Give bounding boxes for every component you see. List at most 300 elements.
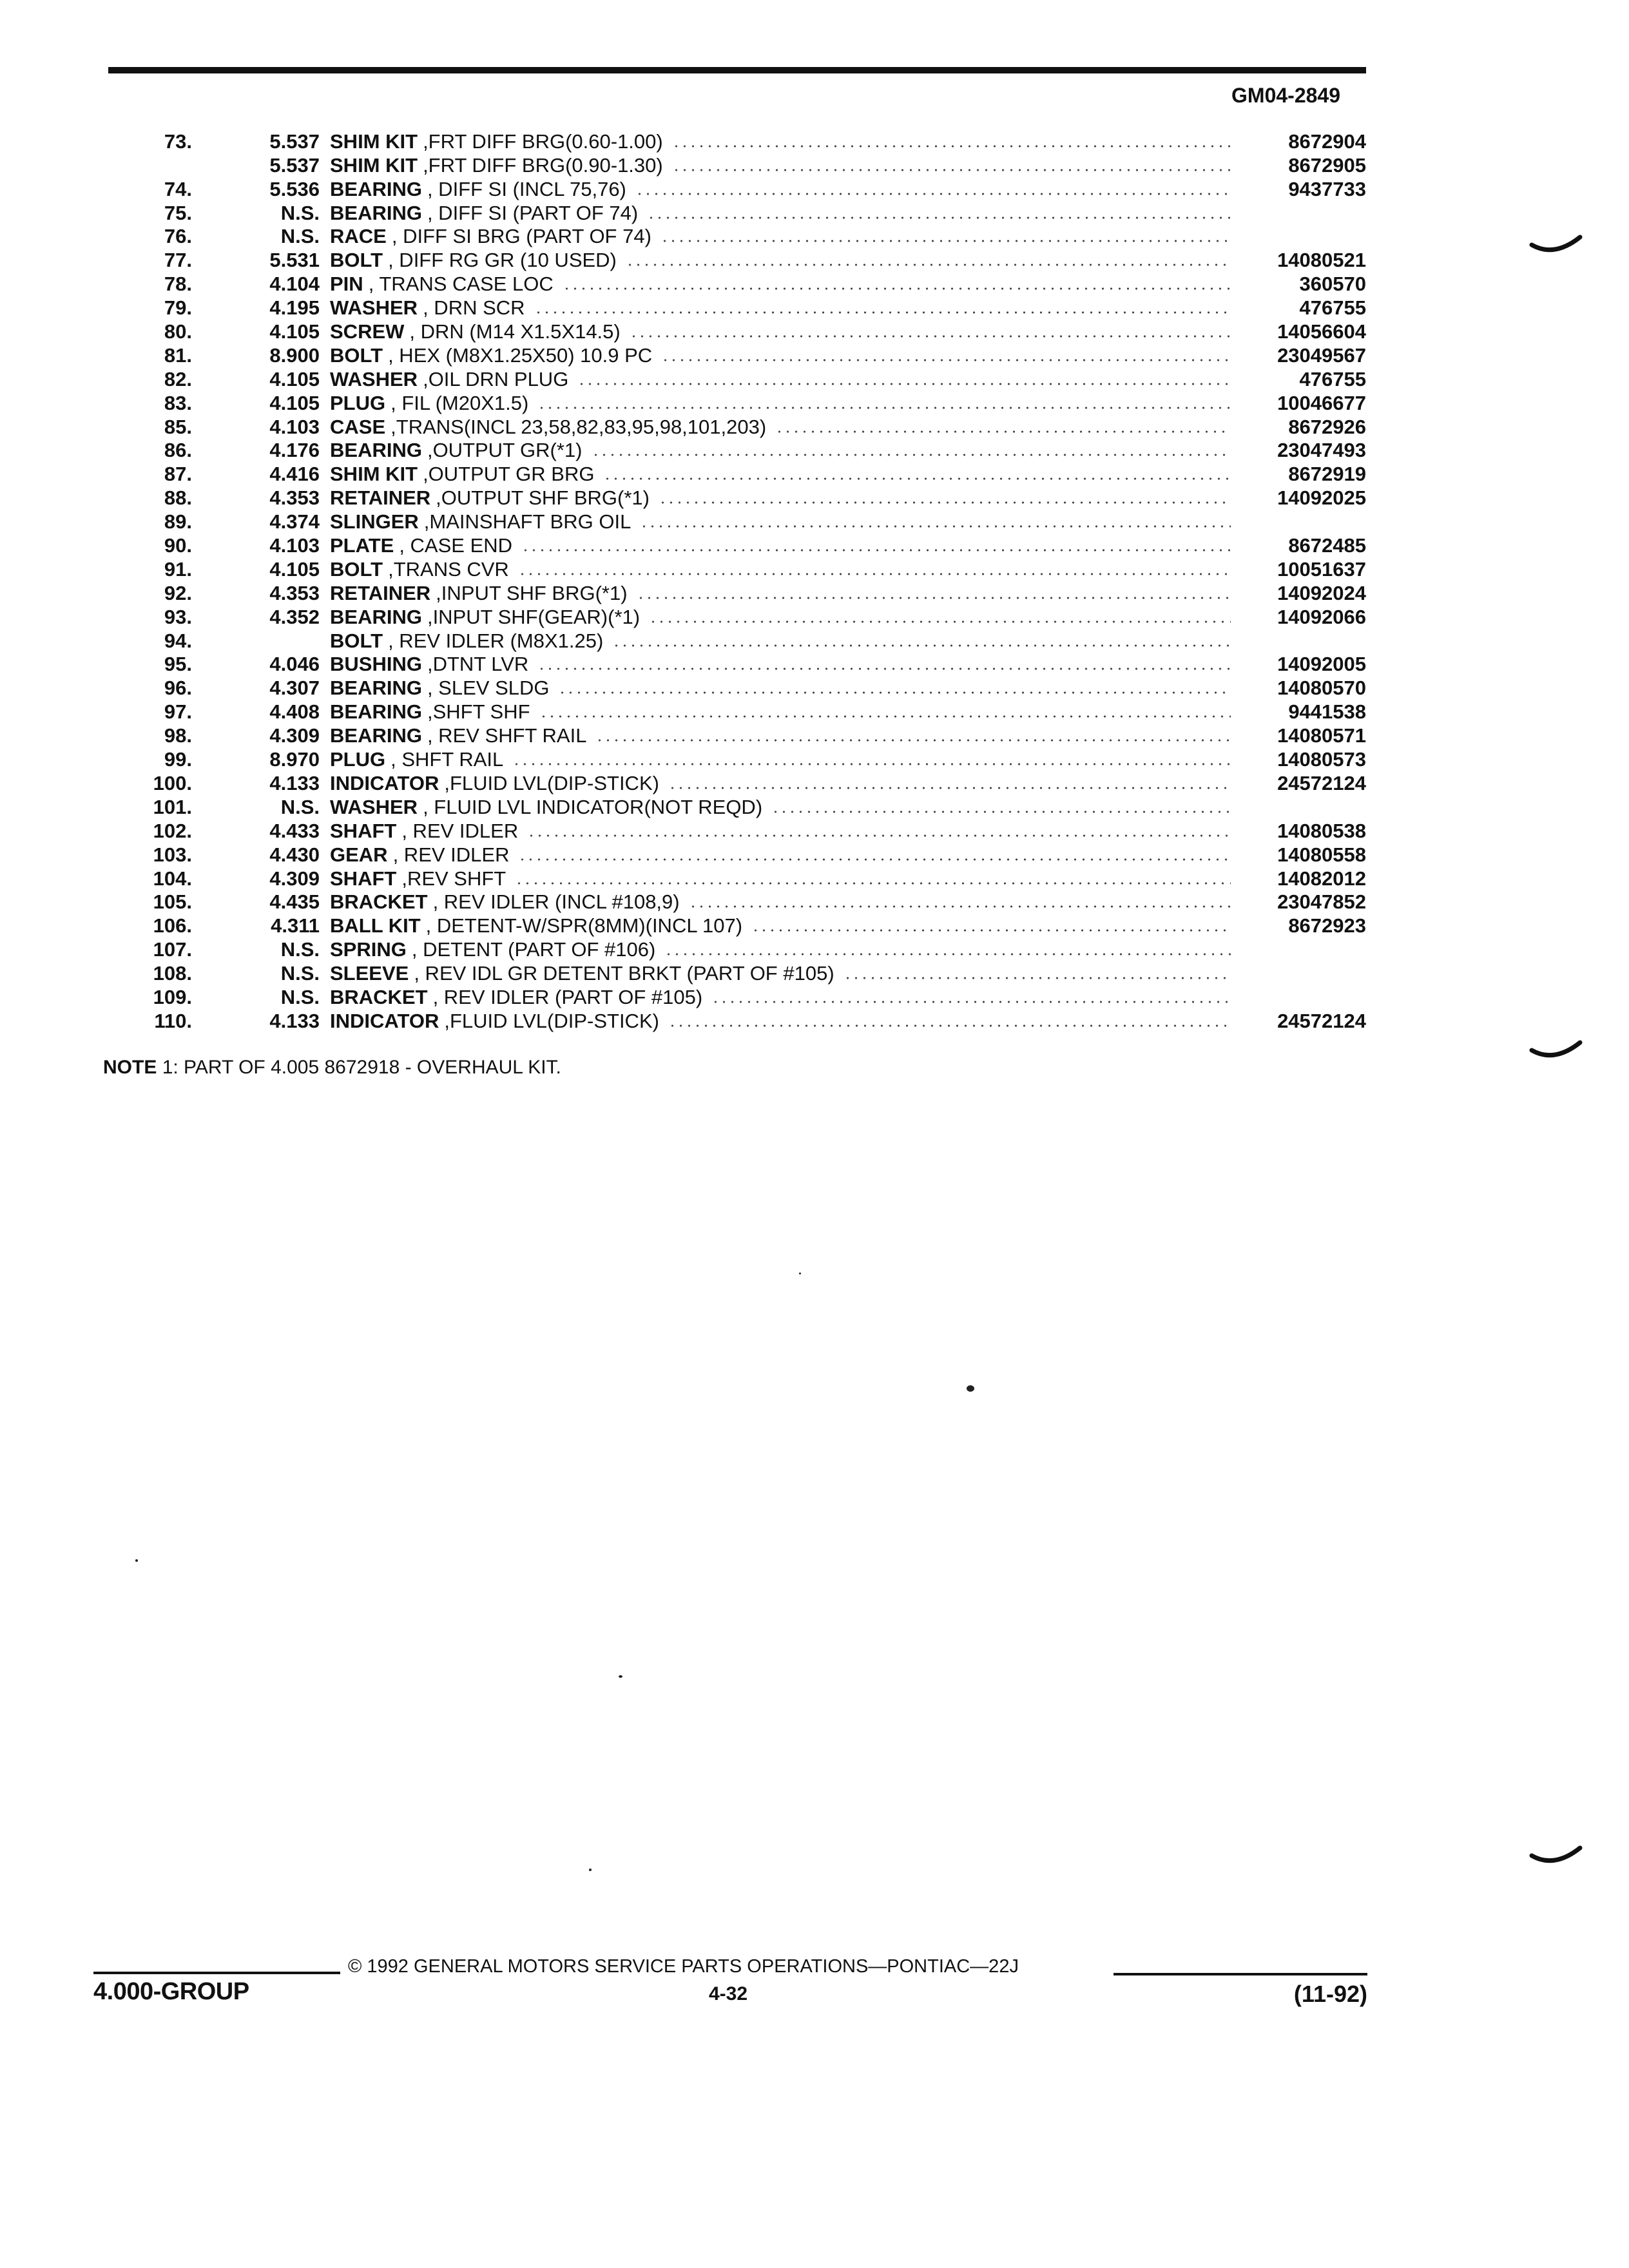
parts-row xyxy=(108,699,1366,723)
parts-row xyxy=(108,271,1366,295)
group-number: 4.176 xyxy=(269,439,320,462)
reference-number: 78. xyxy=(164,273,192,296)
parts-row xyxy=(108,367,1366,390)
top-rule xyxy=(108,67,1366,73)
group-number: 5.531 xyxy=(269,249,320,272)
reference-number: 76. xyxy=(164,225,192,248)
part-name: BOLT xyxy=(330,558,383,581)
dot-leader xyxy=(647,215,1231,220)
part-number: 14080558 xyxy=(1277,843,1366,866)
parts-row xyxy=(108,295,1366,319)
part-spec: , CASE END xyxy=(399,535,513,557)
part-spec: ,TRANS(INCL 23,58,82,83,95,98,101,203) xyxy=(390,416,767,438)
reference-number: 73. xyxy=(164,130,192,153)
part-name: INDICATOR xyxy=(330,772,439,794)
group-number: 4.433 xyxy=(269,819,320,842)
part-number: 8672905 xyxy=(1288,153,1366,177)
dot-leader xyxy=(771,809,1231,814)
part-description xyxy=(330,155,1237,177)
dot-leader xyxy=(751,928,1231,933)
dot-leader xyxy=(640,524,1231,529)
part-name: INDICATOR xyxy=(330,1010,439,1032)
dot-leader xyxy=(672,168,1231,173)
reference-number: 104. xyxy=(153,867,192,890)
part-number: 14092066 xyxy=(1277,605,1366,628)
parts-row xyxy=(108,153,1366,177)
dot-leader xyxy=(635,191,1231,197)
part-spec: , SLEV SLDG xyxy=(427,677,550,700)
parts-row xyxy=(108,747,1366,771)
part-description xyxy=(330,725,1237,747)
group-number: 4.105 xyxy=(269,367,320,390)
scan-speck xyxy=(589,1869,592,1871)
part-spec: , DETENT (PART OF #106) xyxy=(411,939,656,961)
part-description xyxy=(330,606,1237,628)
part-number: 9437733 xyxy=(1288,177,1366,200)
part-description xyxy=(330,416,1237,438)
dot-leader xyxy=(689,904,1231,909)
part-name: SHAFT xyxy=(330,820,397,842)
reference-number: 105. xyxy=(153,890,192,914)
binding-hole-mark xyxy=(1528,1836,1593,1875)
part-description xyxy=(330,487,1237,509)
part-number: 14080571 xyxy=(1277,724,1366,747)
part-spec: , DIFF SI (INCL 75,76) xyxy=(427,178,626,200)
part-name: WASHER xyxy=(330,297,418,320)
part-spec: ,OUTPUT GR(*1) xyxy=(427,439,583,462)
group-number: N.S. xyxy=(280,985,320,1008)
part-number: 14082012 xyxy=(1277,867,1366,890)
group-number: 4.353 xyxy=(269,486,320,510)
part-name: SPRING xyxy=(330,939,407,961)
group-number: 4.104 xyxy=(269,273,320,296)
parts-row xyxy=(108,224,1366,248)
part-description xyxy=(330,178,1237,200)
part-spec: ,FLUID LVL(DIP-STICK) xyxy=(444,772,659,794)
part-description xyxy=(330,986,1237,1008)
part-name: GEAR xyxy=(330,843,388,866)
dot-leader xyxy=(603,476,1231,481)
part-name: BEARING xyxy=(330,202,422,224)
part-name: BEARING xyxy=(330,178,422,200)
reference-number: 102. xyxy=(153,819,192,842)
parts-row xyxy=(108,842,1366,866)
dot-leader xyxy=(649,619,1231,624)
group-number: 5.536 xyxy=(269,177,320,200)
part-name: PLATE xyxy=(330,535,394,557)
parts-list xyxy=(108,129,1366,1032)
reference-number: 94. xyxy=(164,629,192,652)
reference-number: 107. xyxy=(153,938,192,961)
parts-row xyxy=(108,343,1366,367)
part-name: SHIM KIT xyxy=(330,154,418,177)
part-number: 23049567 xyxy=(1277,343,1366,367)
part-name: BUSHING xyxy=(330,653,422,676)
part-spec: ,FLUID LVL(DIP-STICK) xyxy=(444,1010,659,1032)
reference-number: 80. xyxy=(164,320,192,343)
part-name: BOLT xyxy=(330,249,383,272)
part-name: BOLT xyxy=(330,629,383,652)
part-description xyxy=(330,701,1237,723)
part-description xyxy=(330,939,1237,961)
parts-row xyxy=(108,319,1366,343)
reference-number: 75. xyxy=(164,201,192,224)
part-spec: , REV IDLER (M8X1.25) xyxy=(388,629,604,652)
dot-leader xyxy=(521,548,1231,553)
part-spec: , SHFT RAIL xyxy=(390,749,504,771)
reference-number: 74. xyxy=(164,177,192,200)
part-name: RETAINER xyxy=(330,487,431,510)
dot-leader xyxy=(664,952,1231,957)
part-spec: ,OUTPUT GR BRG xyxy=(423,463,595,486)
part-name: SCREW xyxy=(330,321,405,343)
reference-number: 103. xyxy=(153,843,192,866)
part-description xyxy=(330,392,1237,414)
part-name: BOLT xyxy=(330,344,383,367)
dot-leader xyxy=(612,643,1231,648)
dot-leader xyxy=(534,310,1231,315)
dot-leader xyxy=(527,833,1231,838)
footnote-label: NOTE xyxy=(103,1057,157,1078)
dot-leader xyxy=(630,334,1231,339)
part-spec: , DIFF SI (PART OF 74) xyxy=(427,202,639,224)
part-number: 476755 xyxy=(1299,367,1366,390)
part-spec: , REV IDL GR DETENT BRKT (PART OF #105) xyxy=(414,963,834,985)
dot-leader xyxy=(672,144,1231,149)
parts-row xyxy=(108,604,1366,628)
part-name: SHIM KIT xyxy=(330,463,418,486)
part-name: BEARING xyxy=(330,439,422,462)
part-description xyxy=(330,511,1237,533)
group-number: 4.133 xyxy=(269,1009,320,1032)
part-description xyxy=(330,891,1237,913)
part-description xyxy=(330,226,1237,247)
reference-number: 110. xyxy=(154,1009,192,1032)
part-description xyxy=(330,915,1237,937)
reference-number: 106. xyxy=(153,914,192,937)
parts-row xyxy=(108,485,1366,509)
part-description xyxy=(330,1010,1237,1032)
footnote xyxy=(103,1057,561,1079)
parts-row xyxy=(108,961,1366,985)
part-spec: , REV IDLER xyxy=(392,843,510,866)
dot-leader xyxy=(668,785,1231,791)
part-number: 14056604 xyxy=(1277,320,1366,343)
group-number: N.S. xyxy=(280,201,320,224)
parts-row xyxy=(108,890,1366,914)
part-number: 10046677 xyxy=(1277,391,1366,414)
part-description xyxy=(330,749,1237,771)
parts-row xyxy=(108,177,1366,200)
part-name: SLEEVE xyxy=(330,963,409,985)
part-name: CASE xyxy=(330,416,386,438)
part-spec: , DETENT-W/SPR(8MM)(INCL 107) xyxy=(425,915,743,937)
reference-number: 91. xyxy=(164,557,192,581)
part-number: 8672919 xyxy=(1288,463,1366,486)
dot-leader xyxy=(515,881,1231,886)
part-description xyxy=(330,535,1237,557)
part-description xyxy=(330,653,1237,675)
copyright-notice: © 1992 GENERAL MOTORS SERVICE PARTS OPERATIONS—PONTIAC—22J xyxy=(348,1956,1019,1977)
reference-number: 89. xyxy=(164,510,192,533)
parts-row xyxy=(108,652,1366,676)
group-number: 5.537 xyxy=(269,130,320,153)
part-spec: ,SHFT SHF xyxy=(427,701,530,724)
part-number: 476755 xyxy=(1299,296,1366,320)
dot-leader xyxy=(595,738,1231,743)
parts-row xyxy=(108,414,1366,438)
part-spec: , DIFF SI BRG (PART OF 74) xyxy=(391,226,651,248)
dot-leader xyxy=(558,690,1231,695)
part-name: RETAINER xyxy=(330,582,431,604)
group-number: 4.103 xyxy=(269,415,320,438)
part-number: 14080521 xyxy=(1277,249,1366,272)
group-number: 8.970 xyxy=(269,748,320,771)
parts-row xyxy=(108,533,1366,557)
group-number: 4.046 xyxy=(269,653,320,676)
part-spec: , DIFF RG GR (10 USED) xyxy=(388,249,617,272)
part-number: 14080538 xyxy=(1277,819,1366,842)
dot-leader xyxy=(577,381,1231,387)
dot-leader xyxy=(660,238,1231,244)
group-number: 8.900 xyxy=(269,343,320,367)
part-description xyxy=(330,630,1237,652)
reference-number: 96. xyxy=(164,677,192,700)
part-spec: , REV IDLER (INCL #108,9) xyxy=(432,891,680,914)
part-number: 8672904 xyxy=(1288,130,1366,153)
dot-leader xyxy=(637,595,1231,601)
part-number: 10051637 xyxy=(1277,557,1366,581)
part-number: 9441538 xyxy=(1288,700,1366,724)
group-number: 4.105 xyxy=(269,320,320,343)
dot-leader xyxy=(518,572,1231,577)
part-spec: , REV SHFT RAIL xyxy=(427,725,587,747)
part-description xyxy=(330,844,1237,866)
scan-speck xyxy=(967,1385,974,1392)
part-number: 14080573 xyxy=(1277,748,1366,771)
parts-row xyxy=(108,675,1366,699)
document-code: GM04-2849 xyxy=(1231,84,1340,107)
part-name: BEARING xyxy=(330,725,422,747)
dot-leader xyxy=(518,857,1231,862)
dot-leader xyxy=(592,452,1231,457)
parts-row xyxy=(108,557,1366,581)
group-number: 4.309 xyxy=(269,867,320,890)
reference-number: 90. xyxy=(164,534,192,557)
part-number: 24572124 xyxy=(1277,771,1366,794)
dot-leader xyxy=(711,999,1231,1004)
part-spec: , REV IDLER (PART OF #105) xyxy=(432,986,703,1008)
binding-hole-mark xyxy=(1528,1031,1593,1070)
part-number: 23047852 xyxy=(1277,890,1366,914)
parts-row xyxy=(108,628,1366,652)
part-description xyxy=(330,963,1237,985)
dot-leader xyxy=(539,714,1231,719)
group-number: 4.352 xyxy=(269,605,320,628)
dot-leader xyxy=(537,405,1231,410)
part-number: 23047493 xyxy=(1277,439,1366,462)
parts-row xyxy=(108,581,1366,604)
group-number: N.S. xyxy=(280,938,320,961)
parts-row xyxy=(108,129,1366,153)
reference-number: 92. xyxy=(164,581,192,604)
dot-leader xyxy=(626,262,1231,267)
reference-number: 99. xyxy=(164,748,192,771)
dot-leader xyxy=(659,500,1231,505)
part-name: SLINGER xyxy=(330,511,419,533)
part-name: SHAFT xyxy=(330,867,397,890)
parts-row xyxy=(108,200,1366,224)
part-spec: ,DTNT LVR xyxy=(427,653,529,676)
parts-row xyxy=(108,390,1366,414)
group-number: 4.353 xyxy=(269,581,320,604)
part-description xyxy=(330,868,1237,890)
parts-row xyxy=(108,771,1366,794)
part-spec: ,FRT DIFF BRG(0.60-1.00) xyxy=(423,130,663,153)
part-spec: ,INPUT SHF BRG(*1) xyxy=(436,582,628,604)
reference-number: 95. xyxy=(164,653,192,676)
page-number: 4-32 xyxy=(708,1983,748,2004)
reference-number: 97. xyxy=(164,700,192,724)
revision-date: (11-92) xyxy=(1293,1981,1367,2007)
parts-row xyxy=(108,818,1366,842)
part-number: 8672923 xyxy=(1288,914,1366,937)
group-label: 4.000-GROUP xyxy=(93,1978,249,2005)
dot-leader xyxy=(775,429,1231,434)
part-number: 24572124 xyxy=(1277,1009,1366,1032)
reference-number: 98. xyxy=(164,724,192,747)
part-name: PLUG xyxy=(330,392,386,414)
part-description xyxy=(330,297,1237,319)
group-number: N.S. xyxy=(280,225,320,248)
part-number: 14092025 xyxy=(1277,486,1366,510)
part-spec: ,MAINSHAFT BRG OIL xyxy=(423,511,631,533)
part-number: 14092024 xyxy=(1277,581,1366,604)
parts-row xyxy=(108,794,1366,818)
parts-row xyxy=(108,723,1366,747)
part-name: BRACKET xyxy=(330,986,428,1008)
dot-leader xyxy=(661,358,1231,363)
part-name: RACE xyxy=(330,226,387,248)
part-number: 8672485 xyxy=(1288,534,1366,557)
reference-number: 101. xyxy=(153,795,192,818)
scan-speck xyxy=(619,1675,622,1678)
part-name: BALL KIT xyxy=(330,915,421,937)
part-spec: , REV IDLER xyxy=(401,820,519,842)
part-number: 14092005 xyxy=(1277,653,1366,676)
group-number: 4.105 xyxy=(269,391,320,414)
part-name: BEARING xyxy=(330,677,422,700)
part-name: WASHER xyxy=(330,368,418,390)
dot-leader xyxy=(563,286,1231,291)
group-number: 4.195 xyxy=(269,296,320,320)
part-description xyxy=(330,820,1237,842)
part-number: 8672926 xyxy=(1288,415,1366,438)
part-spec: , FLUID LVL INDICATOR(NOT REQD) xyxy=(423,796,763,818)
footnote-text: 1: PART OF 4.005 8672918 - OVERHAUL KIT. xyxy=(162,1057,561,1078)
parts-row xyxy=(108,866,1366,890)
part-name: BEARING xyxy=(330,701,422,724)
parts-row xyxy=(108,1008,1366,1032)
group-number: N.S. xyxy=(280,962,320,985)
part-spec: ,INPUT SHF(GEAR)(*1) xyxy=(427,606,641,628)
part-spec: , HEX (M8X1.25X50) 10.9 PC xyxy=(388,344,653,367)
parts-row xyxy=(108,913,1366,937)
part-name: BEARING xyxy=(330,606,422,628)
parts-row xyxy=(108,438,1366,462)
footer-rule-left xyxy=(93,1972,340,1974)
dot-leader xyxy=(668,1023,1231,1028)
part-description xyxy=(330,773,1237,794)
group-number: 4.311 xyxy=(271,914,320,937)
part-spec: , DRN SCR xyxy=(423,297,525,320)
part-name: WASHER xyxy=(330,796,418,818)
group-number: N.S. xyxy=(280,795,320,818)
part-name: PLUG xyxy=(330,749,386,771)
reference-number: 82. xyxy=(164,367,192,390)
reference-number: 87. xyxy=(164,463,192,486)
part-spec: ,REV SHFT xyxy=(401,867,506,890)
scan-speck xyxy=(135,1559,138,1562)
part-name: SHIM KIT xyxy=(330,130,418,153)
part-spec: ,FRT DIFF BRG(0.90-1.30) xyxy=(423,154,663,177)
scan-speck xyxy=(799,1273,801,1274)
part-spec: ,OUTPUT SHF BRG(*1) xyxy=(436,487,650,510)
reference-number: 93. xyxy=(164,605,192,628)
parts-row xyxy=(108,937,1366,961)
part-spec: , DRN (M14 X1.5X14.5) xyxy=(409,321,621,343)
part-name: PIN xyxy=(330,273,363,296)
group-number: 4.435 xyxy=(269,890,320,914)
part-description xyxy=(330,677,1237,699)
part-description xyxy=(330,559,1237,581)
reference-number: 100. xyxy=(153,771,192,794)
reference-number: 109. xyxy=(153,985,192,1008)
reference-number: 81. xyxy=(164,343,192,367)
group-number: 4.103 xyxy=(269,534,320,557)
part-description xyxy=(330,369,1237,390)
part-description xyxy=(330,202,1237,224)
group-number: 4.105 xyxy=(269,557,320,581)
dot-leader xyxy=(843,975,1231,981)
part-name: BRACKET xyxy=(330,891,428,914)
group-number: 4.307 xyxy=(269,677,320,700)
binding-hole-mark xyxy=(1528,226,1593,264)
part-number: 14080570 xyxy=(1277,677,1366,700)
reference-number: 86. xyxy=(164,439,192,462)
dot-leader xyxy=(537,666,1231,671)
reference-number: 83. xyxy=(164,391,192,414)
parts-row xyxy=(108,461,1366,485)
part-spec: , TRANS CASE LOC xyxy=(368,273,554,296)
group-number: 4.430 xyxy=(269,843,320,866)
part-description xyxy=(330,796,1237,818)
reference-number: 77. xyxy=(164,249,192,272)
reference-number: 108. xyxy=(153,962,192,985)
part-description xyxy=(330,249,1237,271)
part-description xyxy=(330,273,1237,295)
parts-row xyxy=(108,985,1366,1008)
footer-rule-right xyxy=(1113,1973,1367,1975)
part-description xyxy=(330,582,1237,604)
group-number: 4.133 xyxy=(269,771,320,794)
part-spec: , FIL (M20X1.5) xyxy=(390,392,529,414)
parts-row xyxy=(108,509,1366,533)
part-spec: ,OIL DRN PLUG xyxy=(423,368,569,390)
reference-number: 85. xyxy=(164,415,192,438)
part-description xyxy=(330,321,1237,343)
part-description xyxy=(330,345,1237,367)
